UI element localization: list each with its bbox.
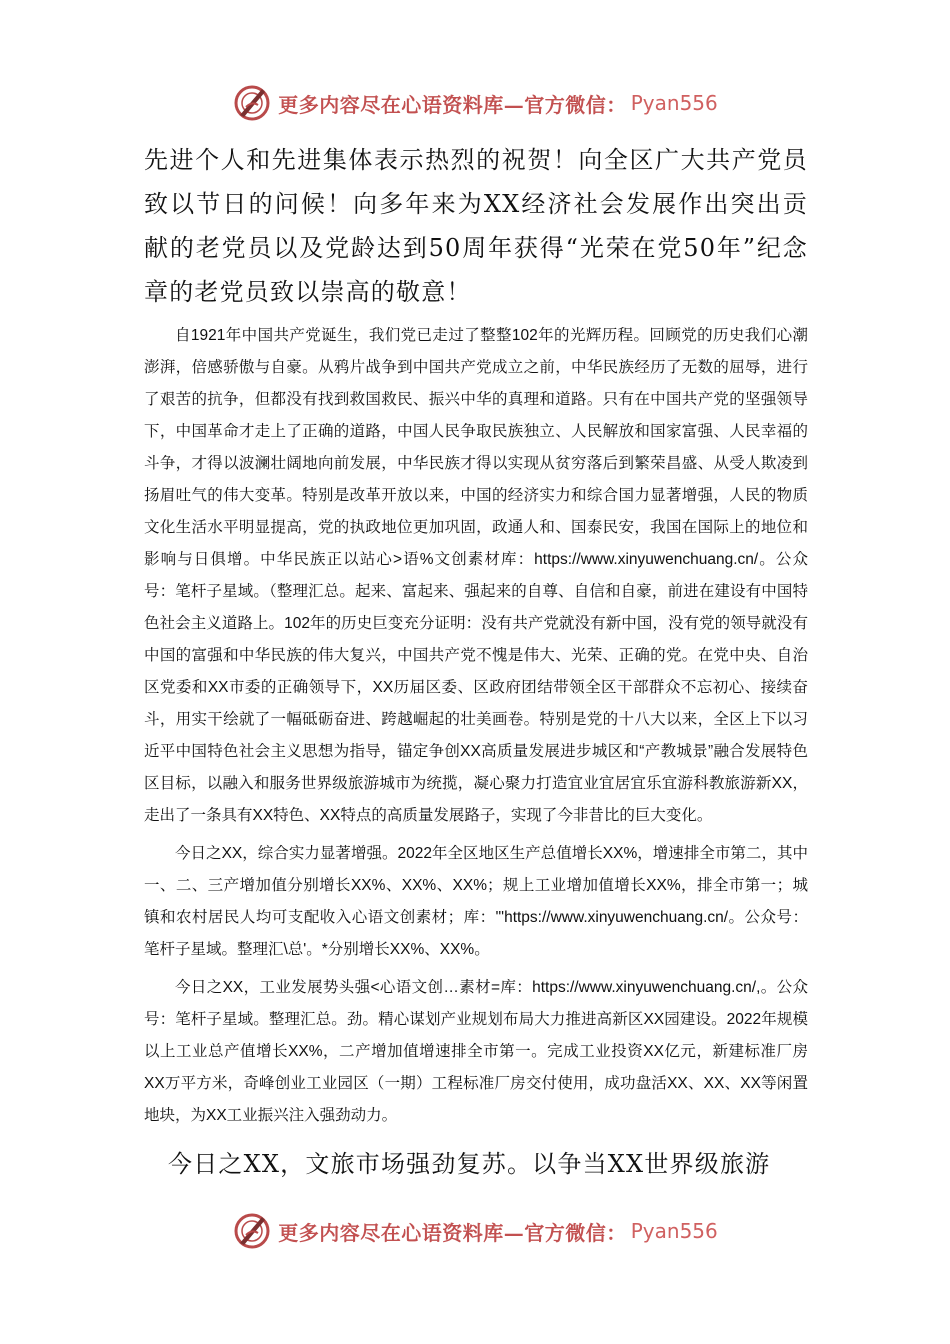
logo-icon (232, 1211, 272, 1251)
paragraph-tourism: 今日之XX，文旅市场强劲复苏。以争当XX世界级旅游 (168, 1150, 771, 1178)
paragraph-industry: 今日之XX，工业发展势头强<心语文创…素材=库：https://www.xinyuwenchuang.cn/,。公众号：笔杆子星域。整理汇总。劲。精心谋划产业规划布局大力推进高新区XX园建设。2022年规模以上工业总产值增长XX%，二产增加值增速排全市第一。完成工业投资XX亿元，新建标准厂房XX万平方米，奇峰创业工业园区（一期）工程标准厂房交付使用，成功盘活XX、XX、XX等闲置地块，为XX工业振兴注入强劲动力。 (144, 979, 808, 1124)
paragraph-economy: 今日之XX，综合实力显著增强。2022年全区地区生产总值增长XX%，增速排全市第二，其中一、二、三产增加值分别增长XX%、XX%、XX%；规上工业增加值增长XX%，排全市第一；城镇和农村居民人均可支配收入心语文创素材；库："'https://www.xinyuwenchuang.cn/。公众号：笔杆子星域。整理汇\总'。*分别增长XX%、XX%。 (144, 845, 808, 958)
footer-banner (0, 1208, 950, 1254)
logo-icon (232, 83, 272, 123)
banner-text: 更多内容尽在心语资料库—官方微信： (278, 92, 627, 117)
wechat-id: Pyan556 (630, 1219, 718, 1243)
paragraph-history: 自1921年中国共产党诞生，我们党已走过了整整102年的光辉历程。回顾党的历史我们心潮澎湃，倍感骄傲与自豪。从鸦片战争到中国共产党成立之前，中华民族经历了无数的屈辱，进行了艰苦的抗争，但都没有找到救国救民、振兴中华的真理和道路。只有在中国共产党的坚强领导下，中国革命才走上了正确的道路，中国人民争取民族独立、人民解放和国家富强、人民幸福的斗争，才得以波澜壮阔地向前发展，中华民族才得以实现从贫穷落后到繁荣昌盛、从受人欺凌到扬眉吐气的伟大变革。特别是改革开放以来，中国的经济实力和综合国力显著增强，人民的物质文化生活水平明显提高，党的执政地位更加巩固，政通人和、国泰民安，我国在国际上的地位和影响与日俱增。中华民族正以站心>语%文创素材库：https://www.xinyuwenchuang.cn/。公众号：笔杆子星域。（整理汇总。起来、富起来、强起来的自尊、自信和自豪，前进在建设有中国特色社会主义道路上。102年的历史巨变充分证明：没有共产党就没有新中国，没有党的领导就没有中国的富强和中华民族的伟大复兴，中国共产党不愧是伟大、光荣、正确的党。在党中央、自治区党委和XX市委的正确领导下，XX历届区委、区政府团结带领全区干部群众不忘初心、接续奋斗，用实干绘就了一幅砥砺奋进、跨越崛起的壮美画卷。特别是党的十八大以来，全区上下以习近平中国特色社会主义思想为指导，锚定争创XX高质量发展进步城区和“产教城景”融合发展特色区目标，以融入和服务世界级旅游城市为统揽，凝心聚力打造宜业宜居宜乐宜游科教旅游新XX，走出了一条具有XX特色、XX特点的高质量发展路子，实现了今非昔比的巨大变化。 (144, 327, 808, 824)
wechat-id: Pyan556 (630, 91, 718, 115)
header-banner (0, 80, 950, 126)
banner-text: 更多内容尽在心语资料库—官方微信： (278, 1220, 627, 1245)
document-body (144, 138, 808, 1186)
intro-paragraph: 先进个人和先进集体表示热烈的祝贺！向全区广大共产党员致以节日的问候！向多年来为XX经济社会发展作出突出贡献的老党员以及党龄达到50周年获得“光荣在党50年”纪念章的老党员致以崇高的敬意！ (144, 146, 808, 306)
